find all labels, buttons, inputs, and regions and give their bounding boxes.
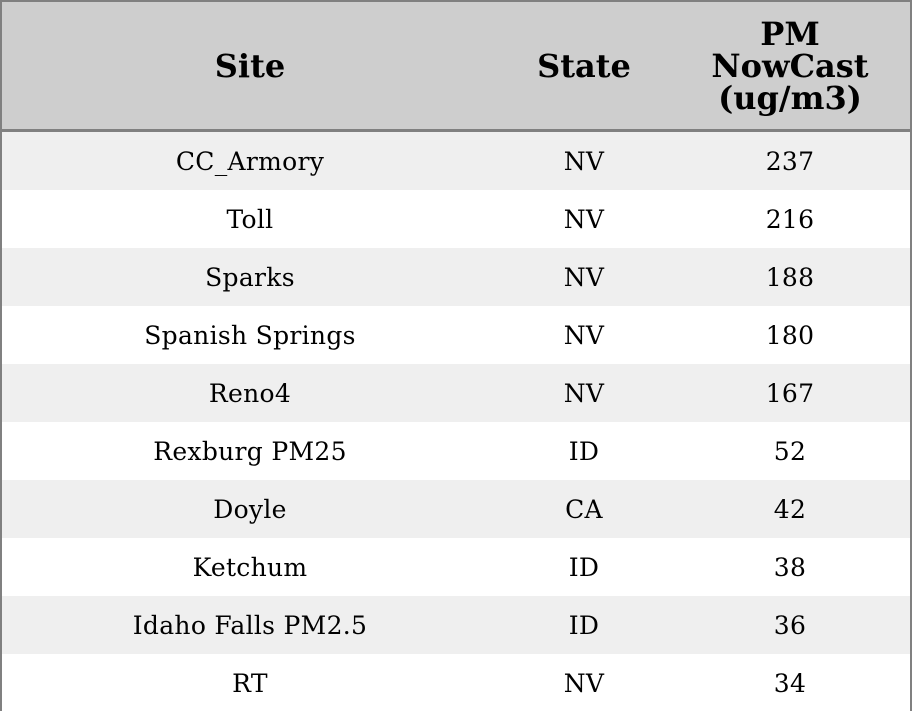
cell-state: NV [563, 668, 605, 698]
cell-state: NV [563, 320, 605, 350]
header-state: State [537, 46, 631, 85]
cell-site: Toll [226, 204, 274, 234]
cell-state: ID [568, 436, 600, 466]
table-row [2, 422, 910, 480]
cell-pm-value: 167 [765, 378, 815, 408]
table-row [2, 364, 910, 422]
cell-pm-value: 38 [773, 552, 807, 582]
cell-pm-value: 52 [773, 436, 807, 466]
cell-site: Idaho Falls PM2.5 [132, 610, 368, 640]
header-pm-line-2: NowCast [711, 46, 869, 85]
header-site: Site [214, 46, 286, 85]
cell-pm-value: 180 [765, 320, 815, 350]
table-row [2, 654, 910, 712]
cell-pm-value: 216 [765, 204, 815, 234]
header-pm-line-3: (ug/m3) [718, 78, 862, 117]
cell-state: NV [563, 262, 605, 292]
cell-pm-value: 188 [765, 262, 815, 292]
cell-pm-value: 42 [773, 494, 807, 524]
cell-state: NV [563, 378, 605, 408]
cell-site: CC_Armory [175, 146, 325, 176]
cell-state: NV [563, 146, 605, 176]
table-row [2, 596, 910, 654]
cell-site: Reno4 [208, 378, 292, 408]
header-pm-line-1: PM [760, 14, 820, 53]
table-row [2, 538, 910, 596]
table-header [2, 2, 910, 132]
cell-state: NV [563, 204, 605, 234]
cell-site: Ketchum [192, 552, 308, 582]
cell-site: Sparks [205, 262, 295, 292]
table-row [2, 480, 910, 538]
table-row [2, 248, 910, 306]
header-pm-nowcast [670, 2, 910, 129]
cell-state: ID [568, 552, 600, 582]
cell-site: Rexburg PM25 [153, 436, 347, 466]
cell-site: Spanish Springs [144, 320, 356, 350]
cell-state: CA [565, 494, 603, 524]
table-row [2, 132, 910, 190]
table-row [2, 190, 910, 248]
cell-state: ID [568, 610, 600, 640]
cell-site: RT [232, 668, 268, 698]
cell-pm-value: 36 [773, 610, 807, 640]
cell-pm-value: 34 [773, 668, 807, 698]
table-row [2, 306, 910, 364]
cell-pm-value: 237 [765, 146, 815, 176]
cell-site: Doyle [213, 494, 287, 524]
